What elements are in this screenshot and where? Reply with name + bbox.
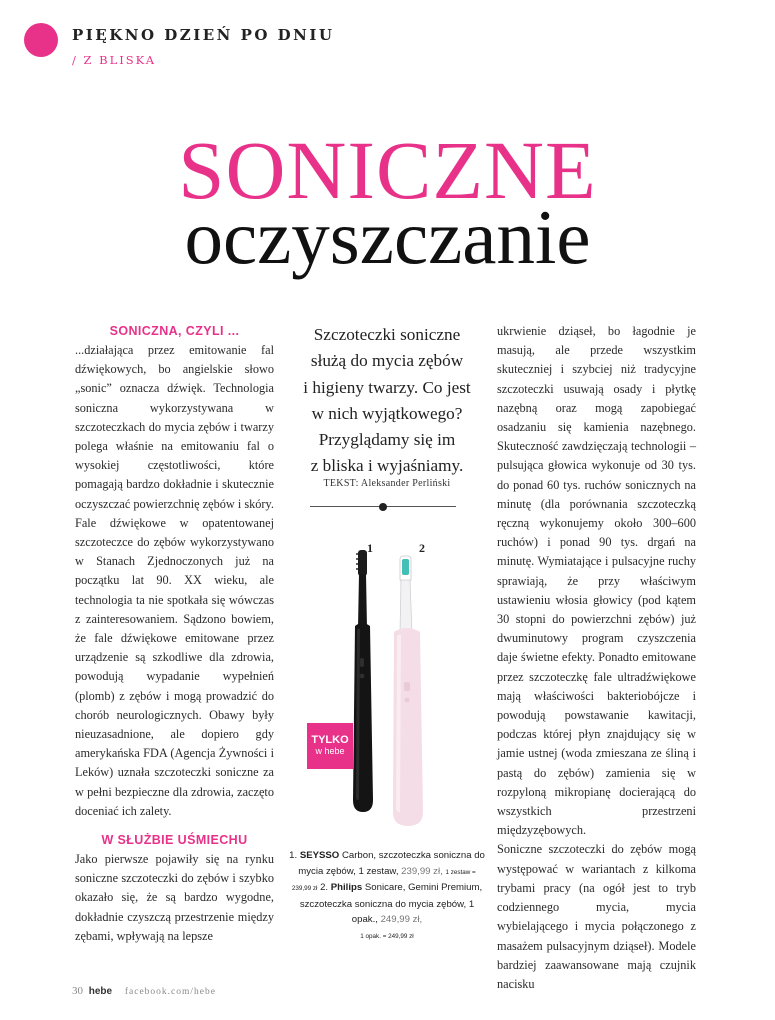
- caption-price: 249,99 zł,: [380, 914, 423, 925]
- article-title-line2: oczyszczanie: [184, 194, 591, 280]
- subheading: SONICZNA, CZYLI ...: [109, 324, 240, 338]
- paragraph: Fale dźwiękowe w opatentowanej szczoteczce do zębów wykorzystywano w Stanach Zjednoczonych już na początku lat 90. XX wieku, ale technologia ta nie spotkała się wówczas z zainteresowaniem. Sądzono bowiem, że fale dźwiękowe emitowane przez urządzenie są szkodliwe dla zdrowia, powodują wypadanie wypełnień (plomb) z zębów i mogą prowadzić do chorób neurologicznych. Obawy były nieuzasadnione, ale dopiero gdy amerykańska FDA (Agencja Żywności i Leków) uznała szczoteczki soniczne za w pełni bezpieczne dla zdrowia, zaczęto doceniać ich zalety.: [75, 515, 274, 818]
- page-number: 30: [72, 985, 83, 997]
- badge-line2: w hebe: [315, 746, 345, 756]
- paragraph: Soniczne szczoteczki do zębów mogą występować w wariantach z kilkoma trybami pracy (na ogół jest to tryb codziennego mycia, mycia wybielającego i mycia połączonego z masażem pulsacyjnym dziąseł). Modele bardziej zaawansowane mają czujnik nacisku: [497, 842, 696, 991]
- footer-url: facebook.com/hebe: [124, 987, 216, 997]
- caption-brand: SEYSSO: [299, 850, 340, 861]
- caption-unit-price: 1 opak. = 249,99 zł: [360, 932, 414, 940]
- product-caption: [288, 848, 486, 944]
- lead-line: i higieny twarzy. Co jest: [303, 377, 471, 397]
- article-column-right: [497, 322, 696, 994]
- paragraph: ...działająca przez emitowanie fal dźwiękowych, bo angielskie słowo „sonic” oznacza dźwięk. Technologia soniczna wykorzystywana w szczoteczkach do mycia zębów i twarzy polega właśnie na emitowaniu fal o wysokiej częstotliwości, które pomagają bardzo dokładnie i skutecznie oczyszczać powierzchnię zębów i skóry.: [75, 343, 274, 511]
- toothbrushes-photo: [300, 550, 480, 830]
- article-column-left: [75, 322, 274, 946]
- caption-brand: Philips: [330, 882, 363, 893]
- article-lead: [288, 322, 486, 480]
- lead-line: Przyglądamy się im: [318, 430, 456, 450]
- subheading: W SŁUŻBIE UŚMIECHU: [101, 833, 248, 848]
- caption-desc: Carbon, szczoteczka soniczna do mycia zębów, 1 zestaw,: [298, 850, 485, 877]
- product-number-2: 2: [419, 541, 425, 555]
- caption-unit-price: 1 zestaw = 239,99 zł: [291, 868, 476, 892]
- lead-line: Szczoteczki soniczne: [313, 325, 461, 344]
- byline: TEKST: Aleksander Perliński: [323, 478, 451, 489]
- paragraph: ukrwienie dziąseł, bo łagodnie je masują, ale przede wszystkim skuteczniej i szybciej niż tradycyjne szczoteczki usuwają osady i płytkę nazębną oraz mogą zapobiegać osadzaniu się kamienia nazębnego. Skuteczność zawdzięczają technologii – pulsująca głowica wykonuje od 30 tys. do ponad 60 tys. ruchów sonicznych na minutę (dla porównania szczoteczką ręczną wykonujemy około 300–600 ruchów) i ponad 90 tys. drgań na minutę. Wymiatające i pulsacyjne ruchy sprawiają, że przy właściwym ustawieniu włosia głowicy (pod kątem 30 stopni do powierzchni zębów) już dwuminutowy program czyszczenia daje świetne efekty. Ponadto emitowane przez szczoteczkę fale ultradźwiękowe mają właściwości bakteriobójcze i powodują powstawanie kawitacji, podczas której płyn znajdujący się w jamie ustnej (woda zmieszana ze śliną i pastą do zębów) zamienia się w rozpyloną mikropianę docierającą do wszystkich przestrzeni międzyzębowych.: [497, 324, 696, 838]
- page-footer: [72, 985, 216, 997]
- paragraph: Jako pierwsze pojawiły się na rynku soniczne szczoteczki do zębów i szybko okazało się, że są bardzo wygodne, dokładnie czyszczą przestrzenie między zębami, wpływają na lepsze: [75, 852, 274, 943]
- caption-price: 239,99 zł,: [401, 865, 443, 877]
- subsection-title: / Z BLISKA: [72, 53, 157, 67]
- caption-desc: Sonicare, Gemini Premium, szczoteczka soniczna do mycia zębów, 1 opak.,: [299, 882, 483, 925]
- lead-line: w nich wyjątkowego?: [311, 403, 463, 423]
- lead-line: z bliska i wyjaśniamy.: [310, 456, 464, 476]
- caption-number: 1.: [289, 850, 298, 861]
- caption-number: 2.: [320, 882, 329, 893]
- pink-toothbrush-icon: [393, 556, 423, 826]
- badge-line1: TYLKO: [311, 734, 349, 746]
- black-toothbrush-icon: [353, 550, 373, 812]
- product-number-1: 1: [367, 541, 373, 555]
- section-title: PIĘKNO DZIEŃ PO DNIU: [72, 26, 335, 44]
- lead-line: służą do mycia zębów: [310, 351, 464, 371]
- tylko-w-hebe-badge: [307, 723, 353, 769]
- hebe-logo: hebe: [88, 986, 113, 997]
- article-title-line1: SONICZNE: [178, 124, 597, 216]
- section-dot-icon: [24, 23, 58, 57]
- divider-dot-icon: [379, 503, 387, 511]
